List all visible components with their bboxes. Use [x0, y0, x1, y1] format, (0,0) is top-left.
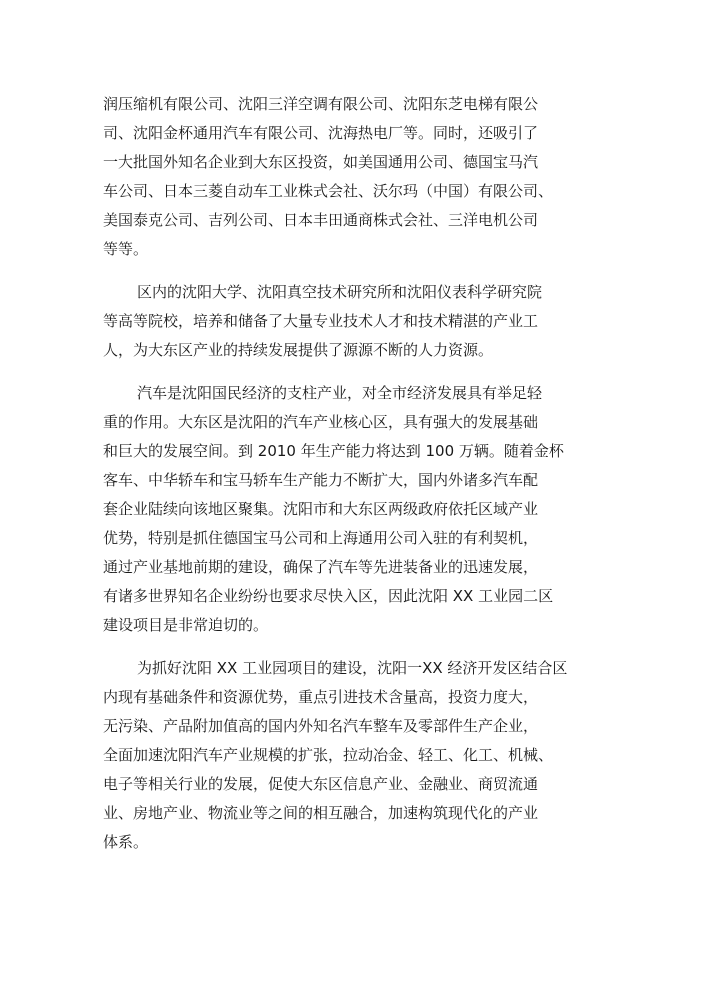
text-line: 司、沈阳金杯通用汽车有限公司、沈海热电厂等。同时，还吸引了	[103, 124, 539, 142]
text-line: 建设项目是非常迫切的。	[103, 616, 269, 634]
document-body	[103, 90, 603, 857]
text-line: 套企业陆续向该地区聚集。沈阳市和大东区两级政府依托区域产业	[103, 500, 539, 518]
text-line: 和巨大的发展空间。到 2010 年生产能力将达到 100 万辆。随着金杯	[103, 442, 564, 460]
text-line: 人，为大东区产业的持续发展提供了源源不断的人力资源。	[103, 341, 494, 359]
text-line: 美国泰克公司、吉列公司、日本丰田通商株式会社、三洋电机公司	[103, 211, 539, 229]
paragraph-spacer	[103, 365, 603, 379]
text-line: 重的作用。大东区是沈阳的汽车产业核心区，具有强大的发展基础	[103, 413, 539, 431]
paragraph-auto-industry	[103, 379, 603, 640]
paragraph-spacer	[103, 264, 603, 278]
text-line: 全面加速沈阳汽车产业规模的扩张，拉动冶金、轻工、化工、机械、	[103, 746, 554, 764]
text-line: 业、房地产业、物流业等之间的相互融合，加速构筑现代化的产业	[103, 804, 539, 822]
text-line: 体系。	[103, 833, 149, 851]
text-line: 内现有基础条件和资源优势，重点引进技术含量高，投资力度大，	[103, 688, 539, 706]
paragraph-companies	[103, 90, 603, 264]
paragraph-industrial-park	[103, 654, 603, 857]
text-line: 区内的沈阳大学、沈阳真空技术研究所和沈阳仪表科学研究院	[137, 283, 543, 301]
text-line: 车公司、日本三菱自动车工业株式会社、沃尔玛（中国）有限公司、	[103, 182, 554, 200]
text-line: 电子等相关行业的发展，促使大东区信息产业、金融业、商贸流通	[103, 775, 539, 793]
text-line: 客车、中华轿车和宝马轿车生产能力不断扩大，国内外诸多汽车配	[103, 471, 539, 489]
text-line: 有诸多世界知名企业纷纷也要求尽快入区，因此沈阳 XX 工业园二区	[103, 587, 554, 605]
paragraph-spacer	[103, 640, 603, 654]
text-line: 汽车是沈阳国民经济的支柱产业，对全市经济发展具有举足轻	[137, 384, 543, 402]
paragraph-universities	[103, 278, 603, 365]
text-line: 润压缩机有限公司、沈阳三洋空调有限公司、沈阳东芝电梯有限公	[103, 95, 539, 113]
text-line: 一大批国外知名企业到大东区投资，如美国通用公司、德国宝马汽	[103, 153, 539, 171]
text-line: 通过产业基地前期的建设，确保了汽车等先进装备业的迅速发展，	[103, 558, 539, 576]
text-line: 优势，特别是抓住德国宝马公司和上海通用公司入驻的有利契机，	[103, 529, 539, 547]
text-line: 等高等院校，培养和储备了大量专业技术人才和技术精湛的产业工	[103, 312, 539, 330]
text-line: 为抓好沈阳 XX 工业园项目的建设，沈阳一XX 经济开发区结合区	[137, 659, 568, 677]
text-line: 等等。	[103, 240, 149, 258]
text-line: 无污染、产品附加值高的国内外知名汽车整车及零部件生产企业，	[103, 717, 539, 735]
